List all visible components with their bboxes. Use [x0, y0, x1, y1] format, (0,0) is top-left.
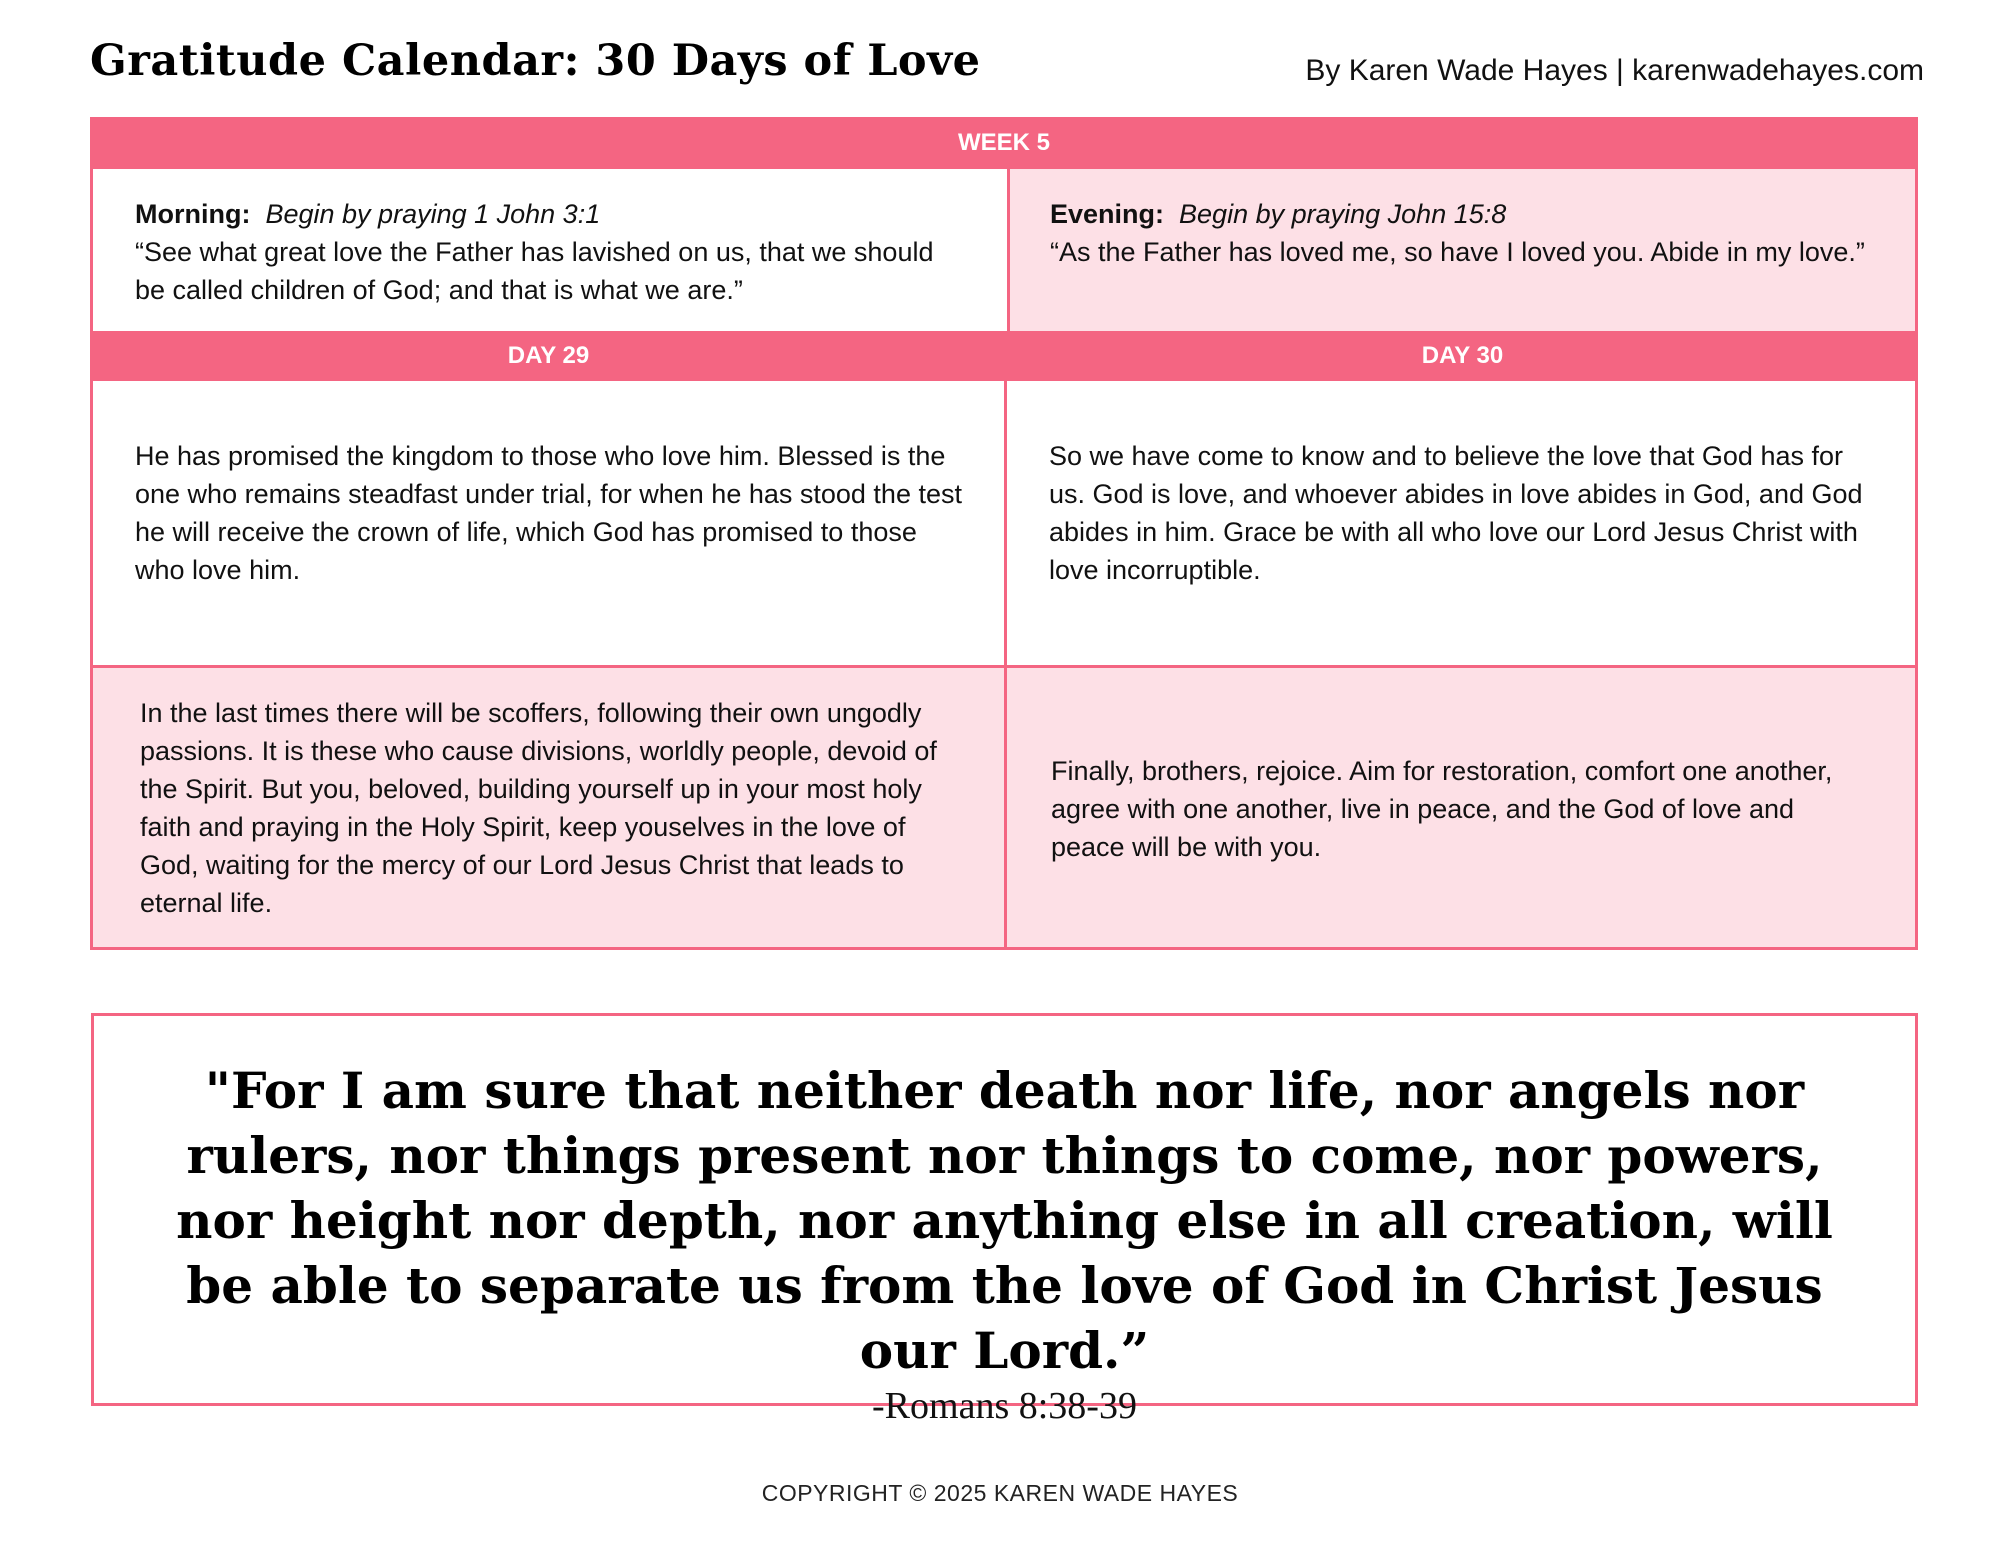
morning-heading [135, 195, 967, 233]
evening-prayer-reference: Begin by praying John 15:8 [1179, 199, 1507, 229]
day-30-header: DAY 30 [1007, 331, 1918, 381]
day-30-morning-text: So we have come to know and to believe the love that God has for us. God is love, and whoever abides in love abides in God, and God abides in him. Grace be with all who love our Lord Jesus Christ with love incorruptible. [1049, 441, 1863, 585]
day-30-evening-text: Finally, brothers, rejoice. Aim for restoration, comfort one another, agree with one another, live in peace, and the God of love and peace will be with you. [1051, 756, 1833, 862]
morning-label: Morning: [135, 199, 251, 229]
evening-heading [1050, 195, 1875, 233]
morning-prayer-reference: Begin by praying 1 John 3:1 [265, 199, 601, 229]
day-29-evening-cell [90, 665, 1007, 950]
day-29-morning-cell [90, 378, 1007, 668]
copyright-notice: COPYRIGHT © 2025 KAREN WADE HAYES [761, 1480, 1239, 1506]
day-30-evening-cell [1004, 665, 1918, 950]
evening-label: Evening: [1050, 199, 1165, 229]
day-29-morning-text: He has promised the kingdom to those who love him. Blessed is the one who remains steadfast under trial, for when he has stood the test he will receive the crown of life, which God has promised to those who love him. [135, 441, 962, 585]
day-30-morning-cell [1004, 378, 1918, 668]
page-title: Gratitude Calendar: 30 Days of Love [90, 36, 981, 86]
morning-verse: “See what great love the Father has lavished on us, that we should be called children of God; and that is what we are.” [135, 237, 934, 305]
scripture-quote-box [91, 1013, 1918, 1427]
evening-verse: “As the Father has loved me, so have I loved you. Abide in my love.” [1050, 237, 1865, 267]
evening-prayer-cell [1007, 166, 1918, 334]
week-header: WEEK 5 [90, 117, 1918, 169]
morning-prayer-cell [90, 166, 1010, 334]
day-29-evening-text: In the last times there will be scoffers, following their own ungodly passions. It is these who cause divisions, worldly people, devoid of the Spirit. But you, beloved, building yourself up in your most holy faith and praying in the Holy Spirit, keep youselves in the love of God, waiting for the mercy of our Lord Jesus Christ that leads to eternal life. [140, 698, 937, 918]
scripture-reference: -Romans 8:38-39 [872, 1385, 1137, 1427]
scripture-quote: "For I am sure that neither death nor life, nor angels nor rulers, nor things present nor things to come, nor powers, nor height nor depth, nor anything else in all creation, will be able to separate us from the love of God in Christ Jesus our Lord.” [176, 1061, 1833, 1380]
author-byline: By Karen Wade Hayes | karenwadehayes.com [1305, 54, 1924, 87]
day-29-header: DAY 29 [90, 331, 1007, 381]
